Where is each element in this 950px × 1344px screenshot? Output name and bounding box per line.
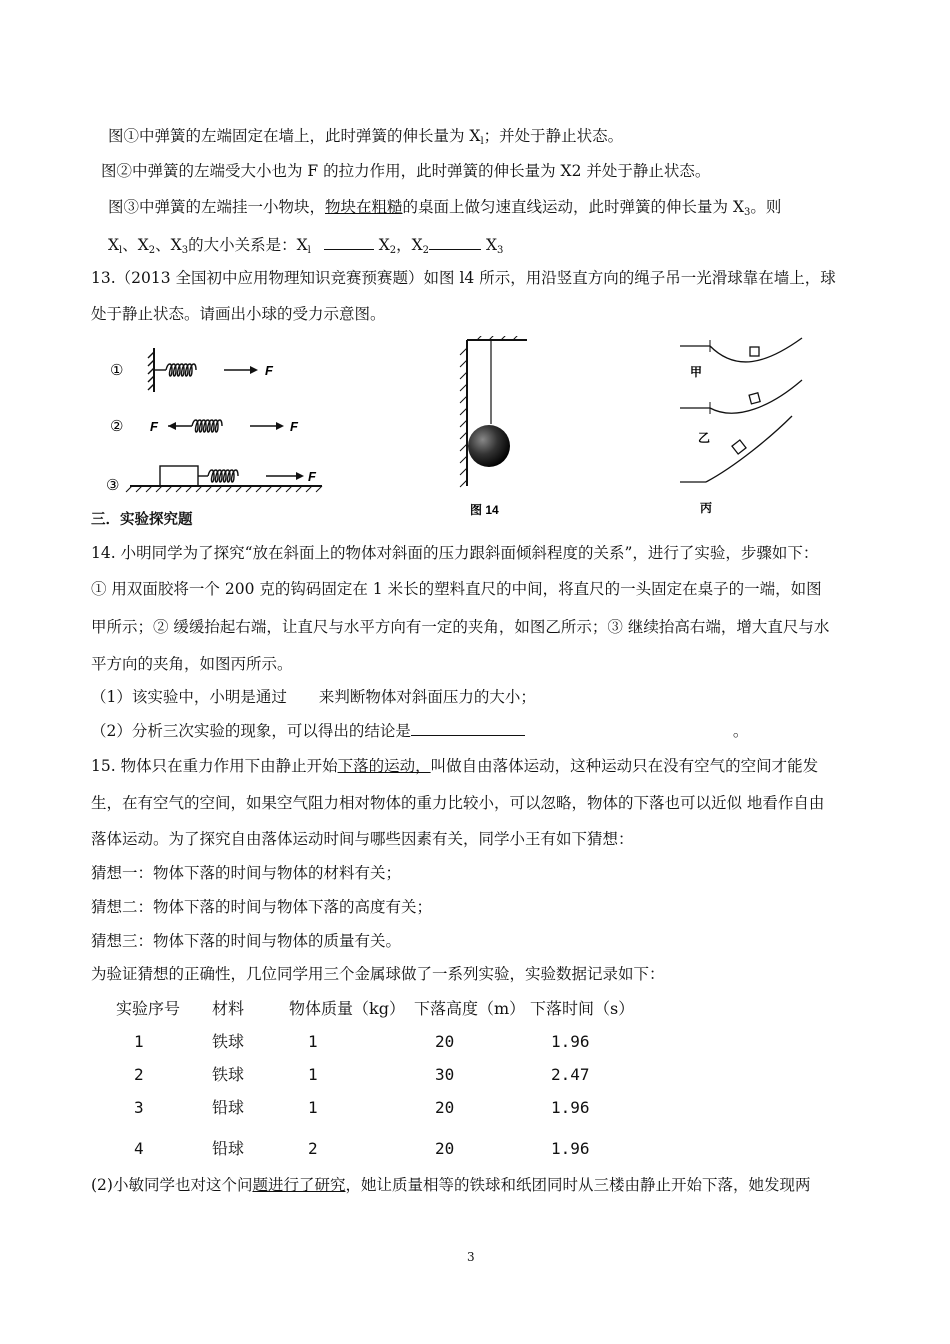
table-cell: 4	[134, 1139, 144, 1158]
q15-part-2-line: (2)小敏同学也对这个问题进行了研究，她让质量相等的铁球和纸团同时从三楼由静止开始下落，她发现两	[91, 1176, 811, 1194]
q15-guess-2: 猜想二：物体下落的时间与物体下落的高度有关；	[91, 898, 433, 916]
table-cell: 1.96	[551, 1098, 590, 1117]
arrow-right-icon	[250, 366, 258, 374]
table-header: 下落时间（s）	[530, 999, 635, 1018]
q14-line-1: 14. 小明同学为了探究“放在斜面上的物体对斜面的压力跟斜面倾斜程度的关系”，进行了实验，步骤如下：	[91, 544, 819, 562]
incline-label-jia: 甲	[690, 365, 703, 379]
q12-fig3-line: 图③中弹簧的左端挂一小物块，物块在粗糙的桌面上做匀速直线运动，此时弹簧的伸长量为 $X_3$。则	[108, 198, 782, 218]
force-label: F	[265, 363, 273, 378]
table-cell: 铁球	[212, 1065, 245, 1084]
q14-sub-question-1: （1）该实验中，小明是通过 来判断物体对斜面压力的大小；	[91, 688, 536, 706]
table-header: 物体质量（kg）	[289, 999, 405, 1018]
q15-line-2: 生，在有空气的空间，如果空气阻力相对物体的重力比较小，可以忽略，物体的下落也可以近似 地看作自由	[91, 794, 825, 812]
table-header: 材料	[212, 999, 245, 1018]
table-cell: 20	[435, 1139, 455, 1158]
table-cell: 3	[134, 1098, 144, 1117]
arrow-right-icon	[296, 472, 304, 480]
q12-fig1-line: 图①中弹簧的左端固定在墙上，此时弹簧的伸长量为 $X_l$；并处于静止状态。	[108, 127, 624, 147]
q13-line-1: 13.（2013 全国初中应用物理知识竞赛预赛题）如图 l4 所示，用沿竖直方向的绳子吊一光滑球靠在墙上，球	[91, 269, 836, 287]
incline-label-bing: 丙	[700, 501, 713, 515]
q15-guess-1: 猜想一：物体下落的时间与物体的材料有关；	[91, 864, 402, 882]
table-header: 实验序号	[116, 999, 181, 1018]
fig-label-3: ③	[106, 477, 120, 494]
table-cell: 铅球	[212, 1098, 245, 1117]
table-cell: 1.96	[551, 1032, 590, 1051]
answer-blank-1[interactable]	[324, 234, 374, 250]
table-cell: 1	[308, 1065, 318, 1084]
answer-blank-q14-2[interactable]	[411, 720, 525, 736]
q15-verify: 为验证猜想的正确性，几位同学用三个金属球做了一系列实验，实验数据记录如下：	[91, 965, 665, 983]
answer-blank-2[interactable]	[429, 234, 481, 250]
table-cell: 30	[435, 1065, 455, 1084]
q13-line-2: 处于静止状态。请画出小球的受力示意图。	[91, 305, 386, 323]
table-cell: 20	[435, 1032, 455, 1051]
fig-label-2: ②	[110, 418, 124, 435]
table-cell: 20	[435, 1098, 455, 1117]
page-number: 3	[467, 1250, 475, 1264]
q15-guess-3: 猜想三：物体下落的时间与物体的质量有关。	[91, 932, 402, 950]
table-cell: 铅球	[212, 1139, 245, 1158]
table-cell: 2.47	[551, 1065, 590, 1084]
q14-line-4: 平方向的夹角，如图丙所示。	[91, 655, 293, 673]
table-cell: 1	[134, 1032, 144, 1051]
answer-blank-q14-1[interactable]	[287, 687, 319, 702]
force-label: F	[290, 419, 298, 434]
q14-line-2: ① 用双面胶将一个 200 克的钩码固定在 1 米长的塑料直尺的中间，将直尺的一头固定在桌子的一端，如图	[91, 580, 822, 598]
table-cell: 1	[308, 1098, 318, 1117]
q15-line-3: 落体运动。为了探究自由落体运动时间与哪些因素有关，同学小王有如下猜想：	[91, 830, 634, 848]
table-cell: 铁球	[212, 1032, 245, 1051]
q14-sub-question-2: （2）分析三次实验的现象，可以得出的结论是 。	[91, 722, 749, 740]
spring-figure	[100, 340, 340, 500]
table-cell: 2	[308, 1139, 318, 1158]
fig-label-1: ①	[110, 362, 124, 379]
force-label: F	[308, 469, 316, 484]
force-label: F	[150, 419, 158, 434]
q12-fig2-line: 图②中弹簧的左端受大小也为 F 的拉力作用，此时弹簧的伸长量为 X2 并处于静止状态。	[101, 162, 711, 180]
table-cell: 2	[134, 1065, 144, 1084]
section-3-heading: 三．实验探究题	[91, 512, 193, 528]
figure-14-ball	[455, 336, 545, 520]
incline-label-yi: 乙	[698, 431, 711, 445]
q15-line-1: 15. 物体只在重力作用下由静止开始下落的运动，叫做自由落体运动，这种运动只在没有空气的空间才能发	[91, 757, 819, 775]
arrow-right-icon	[276, 422, 284, 430]
q14-line-3: 甲所示；② 缓缓抬起右端，让直尺与水平方向有一定的夹角，如图乙所示；③ 继续抬高右端，增大直尺与水	[91, 618, 830, 636]
q12-relation-line: $X_l$、$X_2$、$X_3$的大小关系是：$X_l$ $X_2$，$X_2$ $X_3$	[108, 236, 504, 256]
arrow-left-icon	[168, 422, 176, 430]
table-cell: 1	[308, 1032, 318, 1051]
figure-14-caption: 图 14	[470, 503, 499, 517]
table-header: 下落高度（m）	[414, 999, 526, 1018]
table-cell: 1.96	[551, 1139, 590, 1158]
incline-figure	[676, 336, 806, 520]
